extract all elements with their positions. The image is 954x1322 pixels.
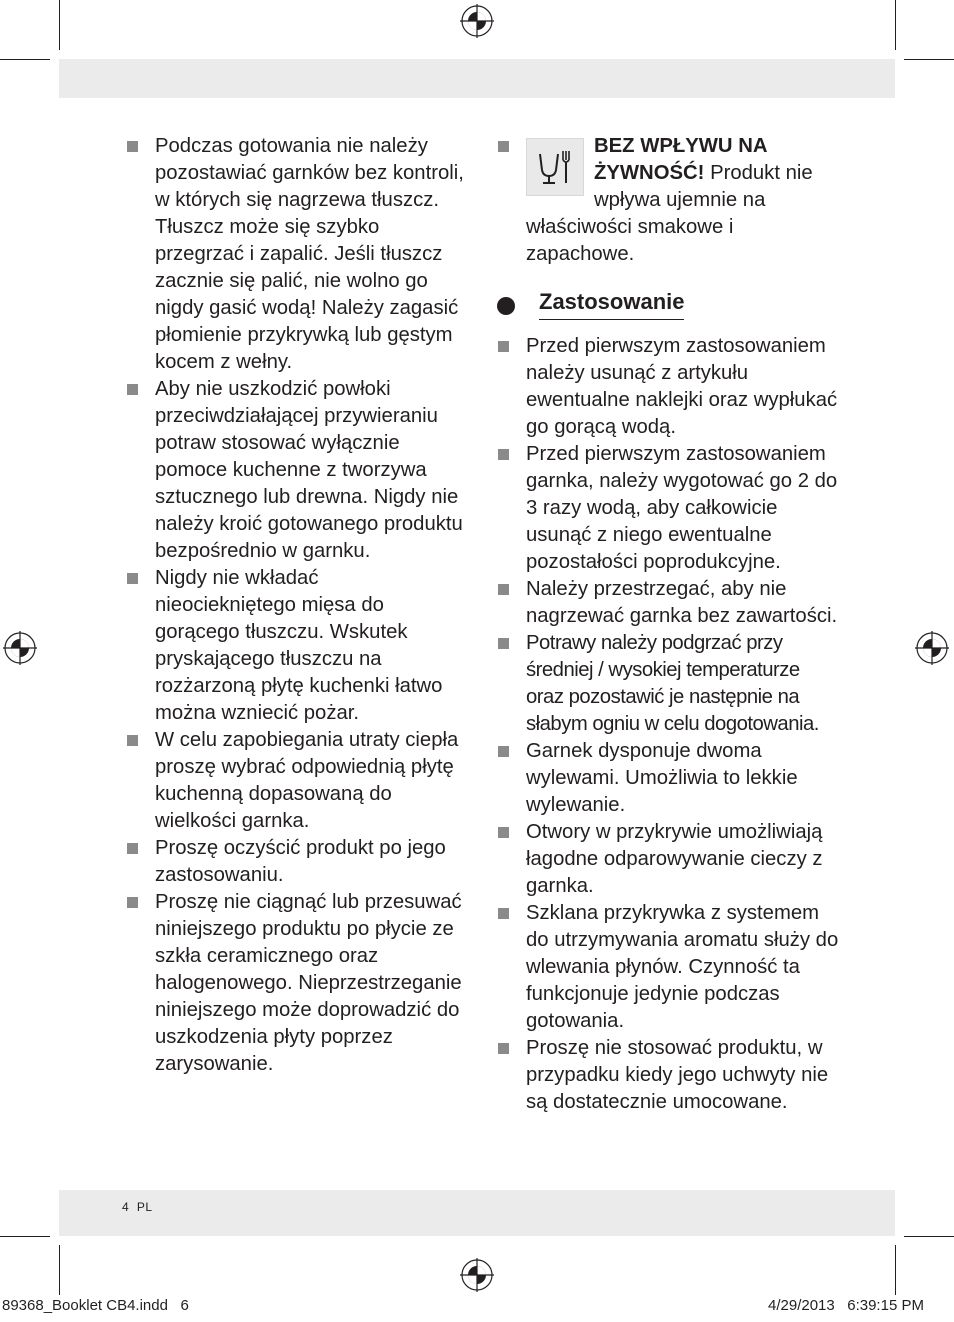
list-item: Aby nie uszkodzić powłoki przeciwdziałającej przywieraniu potraw stosować wyłącznie pomoce kuchenne z tworzywa sztucznego lub drewna. Nigdy nie należy kroić gotowanego produktu bezpośrednio w garnku. [126,376,464,565]
section-bullet-icon [497,297,515,315]
registration-mark-icon [460,1258,494,1292]
food-safe-text: Produkt nie wpływa ujemnie na właściwości smakowe i zapachowe. [526,162,813,265]
slug-timestamp: 4/29/2013 6:39:15 PM [768,1297,924,1314]
crop-mark [904,59,954,60]
registration-mark-icon [915,631,949,665]
crop-mark [59,0,60,50]
crop-mark [59,1245,60,1295]
list-item: Proszę nie ciągnąć lub przesuwać niniejszego produktu po płycie ze szkła ceramicznego oraz halogenowego. Nieprzestrzeganie niniejszego może doprowadzić do uszkodzenia płyty poprzez zarysowanie. [126,889,464,1078]
section-header [497,287,842,323]
left-column [126,133,464,1078]
page-number: 4 [122,1200,130,1214]
list-item: Należy przestrzegać, aby nie nagrzewać garnka bez zawartości. [497,576,842,630]
list-item: Otwory w przykrywie umożliwiają łagodne odparowywanie cieczy z garnka. [497,819,842,900]
language-code: PL [136,1200,153,1214]
crop-mark [895,1245,896,1295]
section-title: Zastosowanie [539,287,684,320]
list-item: Proszę oczyścić produkt po jego zastosowaniu. [126,835,464,889]
list-item: Nigdy nie wkładać nieociekniętego mięsa do gorącego tłuszczu. Wskutek pryskającego tłuszczu na rozżarzoną płytę kuchenki łatwo można wzniecić pożar. [126,565,464,727]
list-item: Potrawy należy podgrzać przy średniej / wysokiej temperaturze oraz pozostawić je następnie na słabym ogniu w celu dogotowania. [497,630,842,738]
list-item: Podczas gotowania nie należy pozostawiać garnków bez kontroli, w których się nagrzewa tłuszcz. Tłuszcz może się szybko przegrzać i zapalić. Jeśli tłuszcz zacznie się palić, nie wolno go nigdy gasić wodą! Należy zagasić płomienie przykrywką lub gęstym kocem z wełny. [126,133,464,376]
slug-file: 89368_Booklet CB4.indd 6 [2,1297,189,1314]
safety-list [126,133,464,1078]
page-footer [122,1200,153,1214]
list-item: W celu zapobiegania utraty ciepła proszę wybrać odpowiednią płytę kuchenną dopasowaną do wielkości garnka. [126,727,464,835]
list-item: Przed pierwszym zastosowaniem należy usunąć z artykułu ewentualne naklejki oraz wypłukać go gorącą wodą. [497,333,842,441]
list-item: Proszę nie stosować produktu, w przypadku kiedy jego uchwyty nie są dostatecznie umocowane. [497,1035,842,1116]
food-safe-title: BEZ WPŁYWU NA ŻYWNOŚĆ! [594,135,767,184]
crop-mark [0,59,50,60]
crop-mark [904,1236,954,1237]
right-column [497,133,842,1116]
registration-mark-icon [460,4,494,38]
usage-list [497,333,842,1116]
list-item: Garnek dysponuje dwoma wylewami. Umożliwia to lekkie wylewanie. [497,738,842,819]
footer-band [59,1190,895,1236]
registration-mark-icon [3,631,37,665]
food-safe-notice [497,133,842,268]
crop-mark [895,0,896,50]
header-band [59,59,895,98]
crop-mark [0,1236,50,1237]
list-item: Przed pierwszym zastosowaniem garnka, należy wygotować go 2 do 3 razy wodą, aby całkowicie usunąć z niego ewentualne pozostałości poprodukcyjne. [497,441,842,576]
list-item: Szklana przykrywka z systemem do utrzymywania aromatu służy do wlewania płynów. Czynność ta funkcjonuje jedynie podczas gotowania. [497,900,842,1035]
food-safe-icon [526,138,584,196]
